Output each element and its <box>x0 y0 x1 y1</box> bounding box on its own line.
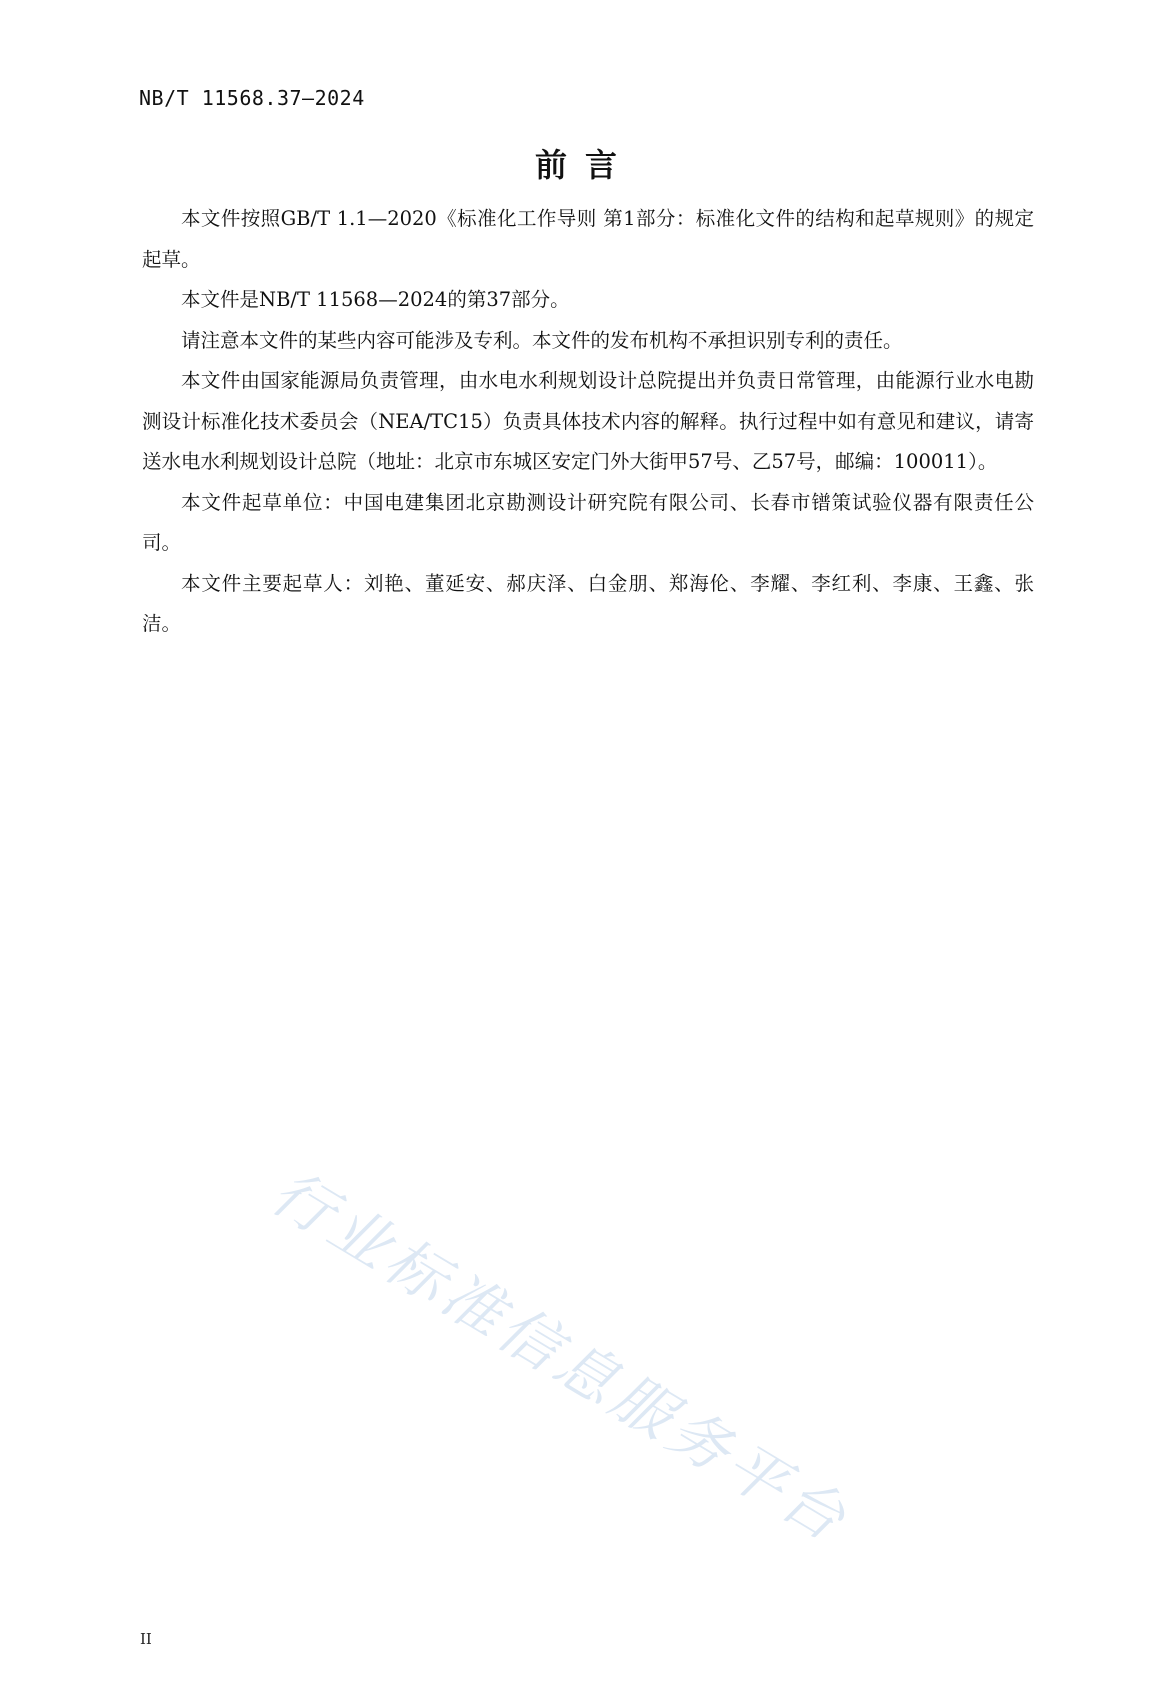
page-number: II <box>140 1630 152 1648</box>
paragraph-management: 本文件由国家能源局负责管理，由水电水利规划设计总院提出并负责日常管理，由能源行业水电勘测设计标准化技术委员会（NEA/TC15）负责具体技术内容的解释。执行过程中如有意见和建议，请寄送水电水利规划设计总院（地址：北京市东城区安定门外大街甲57号、乙57号，邮编：100011）。 <box>142 369 1034 473</box>
standard-number: NB/T 11568.37—2024 <box>139 86 365 110</box>
paragraph-drafting-rules: 本文件按照GB/T 1.1—2020《标准化工作导则 第1部分：标准化文件的结构和起草规则》的规定起草。 <box>142 207 1034 271</box>
document-body <box>142 199 1034 645</box>
paragraph-patent-notice: 请注意本文件的某些内容可能涉及专利。本文件的发布机构不承担识别专利的责任。 <box>181 328 903 352</box>
paragraph-drafters: 本文件主要起草人：刘艳、董延安、郝庆泽、白金朋、郑海伦、李耀、李红利、李康、王鑫、张洁。 <box>142 571 1034 635</box>
watermark: 行业标准信息服务平台 <box>259 1157 862 1558</box>
page-title: 前言 <box>534 146 635 184</box>
paragraph-drafting-units: 本文件起草单位：中国电建集团北京勘测设计研究院有限公司、长春市镨策试验仪器有限责任公司。 <box>142 490 1034 554</box>
paragraph-part-number: 本文件是NB/T 11568—2024的第37部分。 <box>181 288 570 311</box>
